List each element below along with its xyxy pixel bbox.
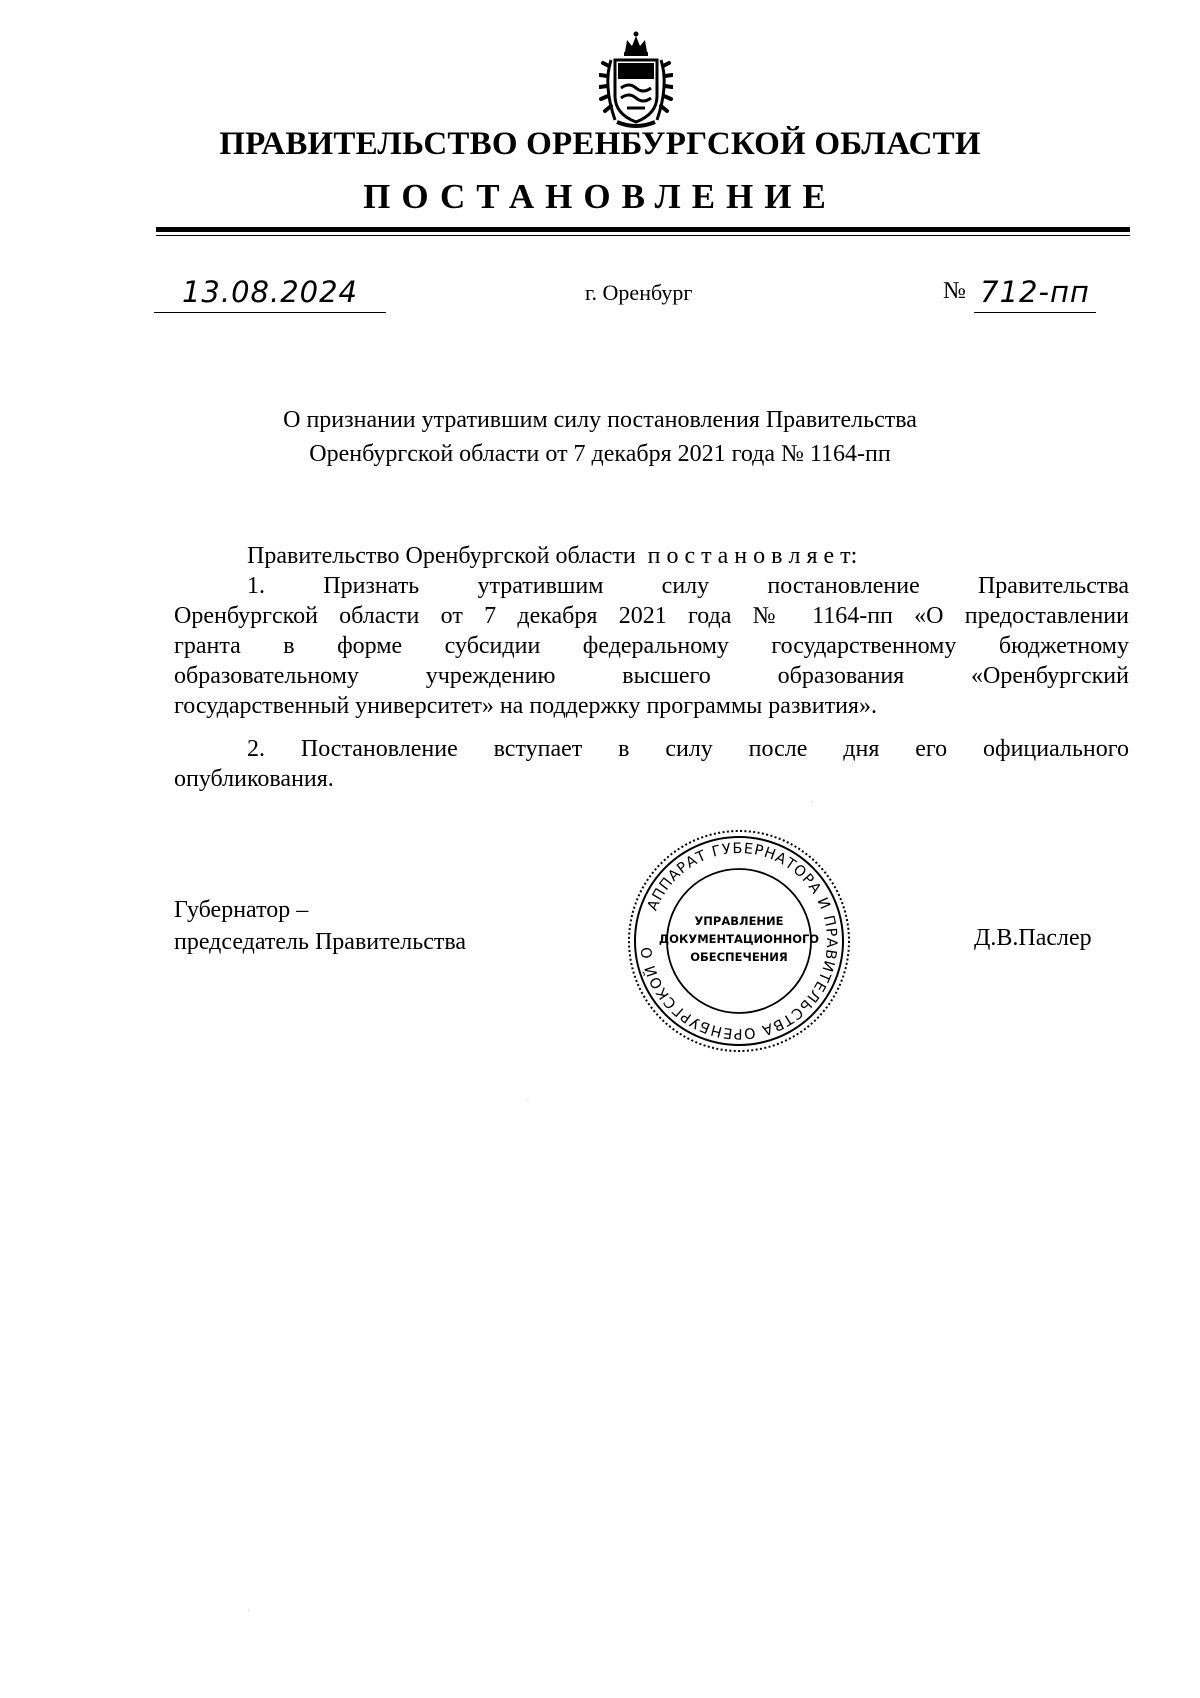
government-name: ПРАВИТЕЛЬСТВО ОРЕНБУРГСКОЙ ОБЛАСТИ [219,126,981,162]
paragraph-line: образовательному учреждению высшего образования «Оренбургский [174,663,1129,689]
preamble [247,541,857,571]
signatory-position [174,894,466,958]
document-city: г. Оренбург [585,280,693,305]
paragraph-line: 1. Признать утратившим силу постановление Правительства [247,573,1129,599]
preamble-prefix: Правительство Оренбургской области [247,543,636,569]
seal-center-line-3: ОБЕСПЕЧЕНИЯ [690,950,788,964]
subject-line-1: О признании утратившим силу постановления Правительства [283,407,917,433]
paragraph-line: государственный университет» на поддержку программы развития». [174,693,877,719]
header-rule-thin [156,235,1130,236]
document-type: ПОСТАНОВЛЕНИЕ [363,177,837,216]
paragraph-line: Оренбургской области от 7 декабря 2021 года № 1164-пп «О предоставлении [174,603,1129,629]
paragraph-2 [174,734,1129,794]
header-rule-thick [156,227,1130,232]
paragraph-line: гранта в форме субсидии федеральному государственному бюджетному [174,633,1129,659]
seal-ring-text: АППАРАТ ГУБЕРНАТОРА И ПРАВИТЕЛЬСТВА ОРЕНБУРГСКОЙ О [638,840,840,1042]
scan-artifact: · [810,795,814,808]
signatory-position-line-2: председатель Правительства [174,929,467,955]
signatory-position-line-1: Губернатор – [174,897,309,923]
seal-center-line-1: УПРАВЛЕНИЕ [694,914,784,928]
seal-center-line-2: ДОКУМЕНТАЦИОННОГО [658,932,820,946]
document-date: 13.08.2024 [154,272,386,313]
scan-artifact: · [526,1094,530,1107]
official-seal [626,828,852,1054]
paragraph-1 [174,571,1129,721]
paragraph-line: 2. Постановление вступает в силу после дня его официального [247,736,1129,762]
signatory-name: Д.В.Паслер [974,925,1092,951]
oblast-coat-of-arms-icon [599,30,673,130]
document-number: 712-пп [974,272,1096,313]
number-sign: № [943,278,966,304]
scan-artifact: · [247,1604,251,1617]
preamble-verb: п о с т а н о в л я е т: [647,543,858,569]
paragraph-line: опубликования. [174,766,334,792]
subject-line-2: Оренбургской области от 7 декабря 2021 года № 1164-пп [309,441,891,467]
